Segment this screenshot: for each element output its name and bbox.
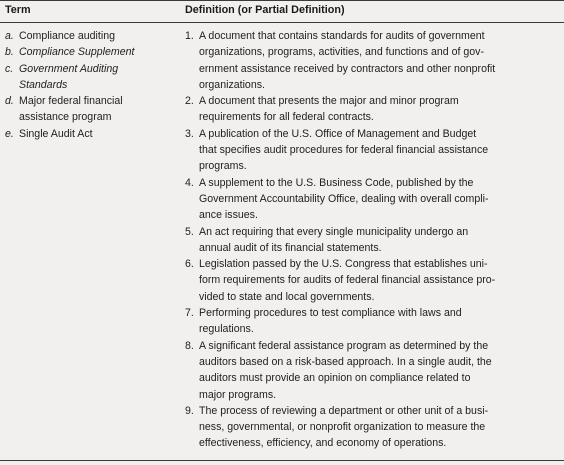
definition-item <box>185 240 557 256</box>
definition-number <box>185 387 199 403</box>
definition-text: ernment assistance received by contractors and other nonprofit <box>199 62 496 75</box>
definition-text: vided to state and local governments. <box>199 290 375 303</box>
definition-item <box>185 61 557 77</box>
term-item <box>5 28 175 44</box>
term-letter: b. <box>5 46 14 59</box>
definition-number <box>185 321 199 337</box>
definition-item <box>185 175 557 191</box>
definition-text: effectiveness, efficiency, and economy of operations. <box>199 437 447 450</box>
definition-item <box>185 93 557 109</box>
definition-item <box>185 77 557 93</box>
definition-number <box>185 435 199 451</box>
definition-item <box>185 305 557 321</box>
definition-item <box>185 272 557 288</box>
definition-item <box>185 44 557 60</box>
definition-column-header: Definition (or Partial Definition) <box>185 4 345 16</box>
definition-number: 8. <box>185 339 194 352</box>
definition-item <box>185 289 557 305</box>
term-text: assistance program <box>19 111 112 124</box>
definition-text: A significant federal assistance program as determined by the <box>199 339 489 352</box>
definition-text: A supplement to the U.S. Business Code, published by the <box>199 176 474 189</box>
definition-item <box>185 207 557 223</box>
term-item <box>5 44 175 60</box>
definition-number <box>185 77 199 93</box>
definition-item <box>185 256 557 272</box>
term-text: Compliance auditing <box>19 30 115 42</box>
definition-text: auditors based on a risk-based approach. In a single audit, the <box>199 355 492 368</box>
term-text: Government Auditing <box>19 62 119 75</box>
definition-number: 9. <box>185 404 194 417</box>
definition-number: 6. <box>185 258 194 271</box>
definition-text: Government Accountability Office, dealing with overall compli- <box>199 192 489 205</box>
definition-text: organizations. <box>199 78 265 91</box>
term-text: Single Audit Act <box>19 127 93 140</box>
definition-number <box>185 61 199 77</box>
definition-number <box>185 354 199 370</box>
term-item <box>5 109 175 125</box>
definition-text: auditors must provide an opinion on compliance related to <box>199 372 471 385</box>
definition-item <box>185 338 557 354</box>
definition-text: ance issues. <box>199 209 258 222</box>
term-item <box>5 77 175 93</box>
definition-number <box>185 370 199 386</box>
definition-number <box>185 419 199 435</box>
definition-text: regulations. <box>199 323 254 336</box>
definition-item <box>185 224 557 240</box>
definition-text: form requirements for audits of federal financial assistance pro- <box>199 274 496 287</box>
definition-item <box>185 370 557 386</box>
definition-text: The process of reviewing a department or other unit of a busi- <box>199 404 489 417</box>
definition-text: Performing procedures to test compliance with laws and <box>199 307 462 320</box>
definition-item <box>185 109 557 125</box>
definition-item <box>185 419 557 435</box>
definition-number <box>185 191 199 207</box>
definition-item <box>185 403 557 419</box>
definition-text: annual audit of its financial statements. <box>199 241 382 254</box>
term-item <box>5 61 175 77</box>
term-item <box>5 93 175 109</box>
definition-text: major programs. <box>199 388 277 401</box>
definition-text: An act requiring that every single municipality undergo an <box>199 225 469 238</box>
term-item <box>5 126 175 142</box>
term-letter <box>5 77 19 93</box>
term-letter: c. <box>5 62 14 75</box>
definition-number: 7. <box>185 307 194 320</box>
definition-number <box>185 142 199 158</box>
definition-item <box>185 158 557 174</box>
definition-number: 1. <box>185 30 194 42</box>
definition-text: A document that presents the major and minor program <box>199 95 459 108</box>
definition-item <box>185 191 557 207</box>
term-text: Major federal financial <box>19 95 123 108</box>
definition-text: programs. <box>199 160 247 173</box>
definition-text: organizations, programs, activities, and functions and of gov- <box>199 46 485 59</box>
term-text: Standards <box>19 78 68 91</box>
table-header <box>0 0 564 23</box>
definition-text: ness, governmental, or nonprofit organization to measure the <box>199 421 486 434</box>
definition-number: 4. <box>185 176 194 189</box>
definition-text: A publication of the U.S. Office of Management and Budget <box>199 127 477 140</box>
definition-number <box>185 289 199 305</box>
definition-number <box>185 207 199 223</box>
definition-number: 2. <box>185 95 194 108</box>
definition-number <box>185 240 199 256</box>
definition-text: requirements for all federal contracts. <box>199 111 374 124</box>
table-bottom-rule <box>0 460 564 461</box>
definition-item <box>185 142 557 158</box>
definitions-column <box>185 28 557 452</box>
definition-number: 3. <box>185 127 194 140</box>
definition-number <box>185 158 199 174</box>
term-letter <box>5 109 19 125</box>
definition-number <box>185 109 199 125</box>
definition-item <box>185 321 557 337</box>
term-letter: d. <box>5 95 14 108</box>
definition-number <box>185 44 199 60</box>
term-column-header: Term <box>5 4 31 16</box>
definition-text: that specifies audit procedures for federal financial assistance <box>199 144 489 157</box>
definition-item <box>185 387 557 403</box>
definition-item <box>185 126 557 142</box>
term-letter: e. <box>5 127 14 140</box>
definition-text: A document that contains standards for audits of government <box>199 30 485 42</box>
definition-item <box>185 435 557 451</box>
term-letter: a. <box>5 30 14 42</box>
definition-number: 5. <box>185 225 194 238</box>
terms-column <box>5 28 175 142</box>
term-text: Compliance Supplement <box>19 46 135 59</box>
definition-text: Legislation passed by the U.S. Congress that establishes uni- <box>199 258 488 271</box>
definition-number <box>185 272 199 288</box>
definition-item <box>185 28 557 44</box>
definition-item <box>185 354 557 370</box>
